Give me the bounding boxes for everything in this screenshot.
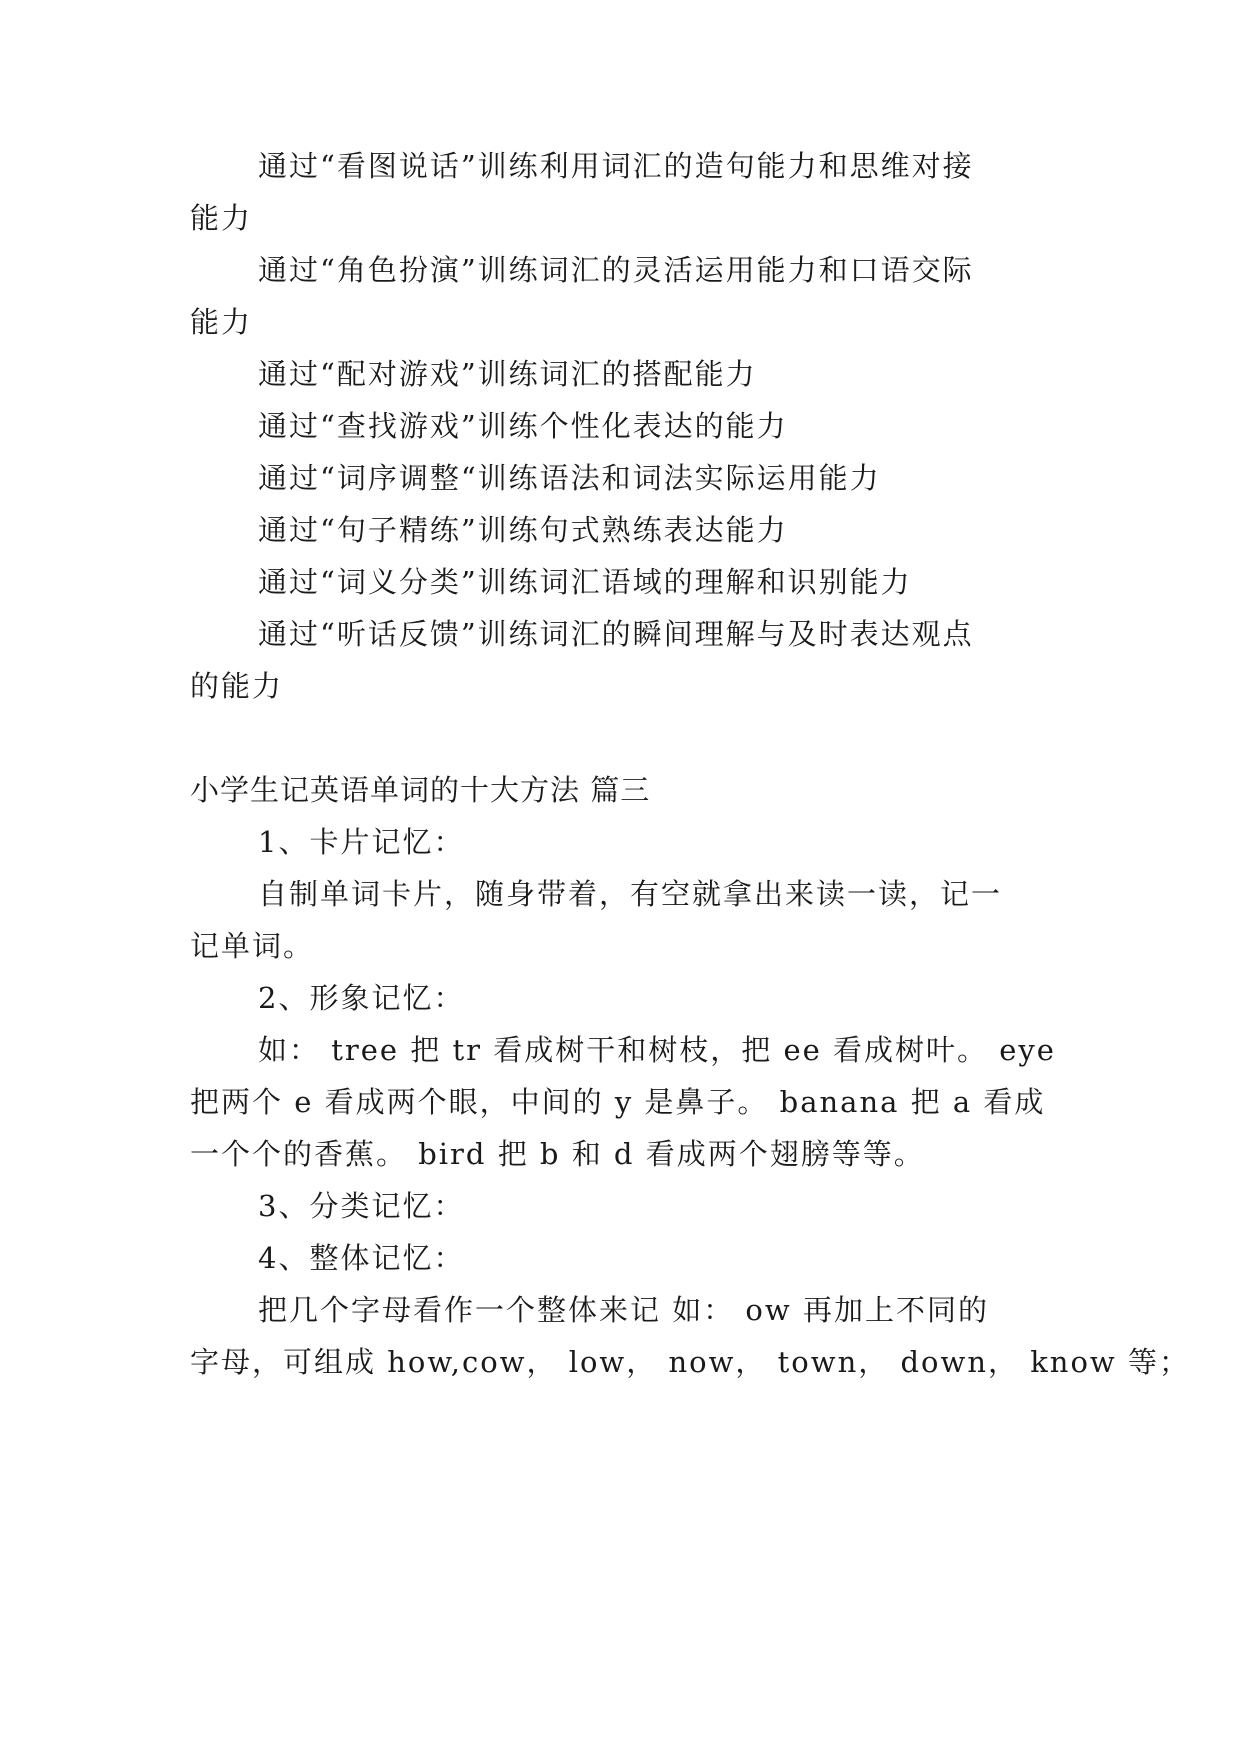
paragraph-line: 字母，可组成 how,cow， low， now， town， down， know 等； xyxy=(190,1345,1190,1379)
paragraph-line: 通过“看图说话”训练利用词汇的造句能力和思维对接 xyxy=(258,149,974,183)
paragraph-line: 自制单词卡片，随身带着，有空就拿出来读一读，记一 xyxy=(258,877,1003,911)
section-title: 小学生记英语单词的十大方法 篇三 xyxy=(190,773,651,807)
method-heading: 2、形象记忆： xyxy=(258,981,465,1015)
paragraph-line: 通过“听话反馈”训练词汇的瞬间理解与及时表达观点 xyxy=(258,617,974,651)
paragraph-line: 的能力 xyxy=(190,669,284,703)
paragraph-line: 通过“配对游戏”训练词汇的搭配能力 xyxy=(258,357,757,391)
paragraph-line: 把几个字母看作一个整体来记 如： ow 再加上不同的 xyxy=(258,1293,989,1327)
paragraph-line: 记单词。 xyxy=(190,929,315,963)
method-heading: 1、卡片记忆： xyxy=(258,825,465,859)
paragraph-line: 通过“角色扮演”训练词汇的灵活运用能力和口语交际 xyxy=(258,253,974,287)
paragraph-line: 一个个的香蕉。 bird 把 b 和 d 看成两个翅膀等等。 xyxy=(190,1137,925,1171)
paragraph-line: 通过“查找游戏”训练个性化表达的能力 xyxy=(258,409,788,443)
paragraph-line: 通过“词序调整“训练语法和词法实际运用能力 xyxy=(258,461,881,495)
paragraph-line: 通过“词义分类”训练词汇语域的理解和识别能力 xyxy=(258,565,912,599)
paragraph-line: 能力 xyxy=(190,305,253,339)
method-heading: 3、分类记忆： xyxy=(258,1189,465,1223)
paragraph-line: 如： tree 把 tr 看成树干和树枝，把 ee 看成树叶。 eye xyxy=(258,1033,1056,1067)
paragraph-line: 能力 xyxy=(190,201,253,235)
paragraph-line: 把两个 e 看成两个眼，中间的 y 是鼻子。 banana 把 a 看成 xyxy=(190,1085,1046,1119)
method-heading: 4、整体记忆： xyxy=(258,1241,465,1275)
paragraph-line: 通过“句子精练”训练句式熟练表达能力 xyxy=(258,513,788,547)
